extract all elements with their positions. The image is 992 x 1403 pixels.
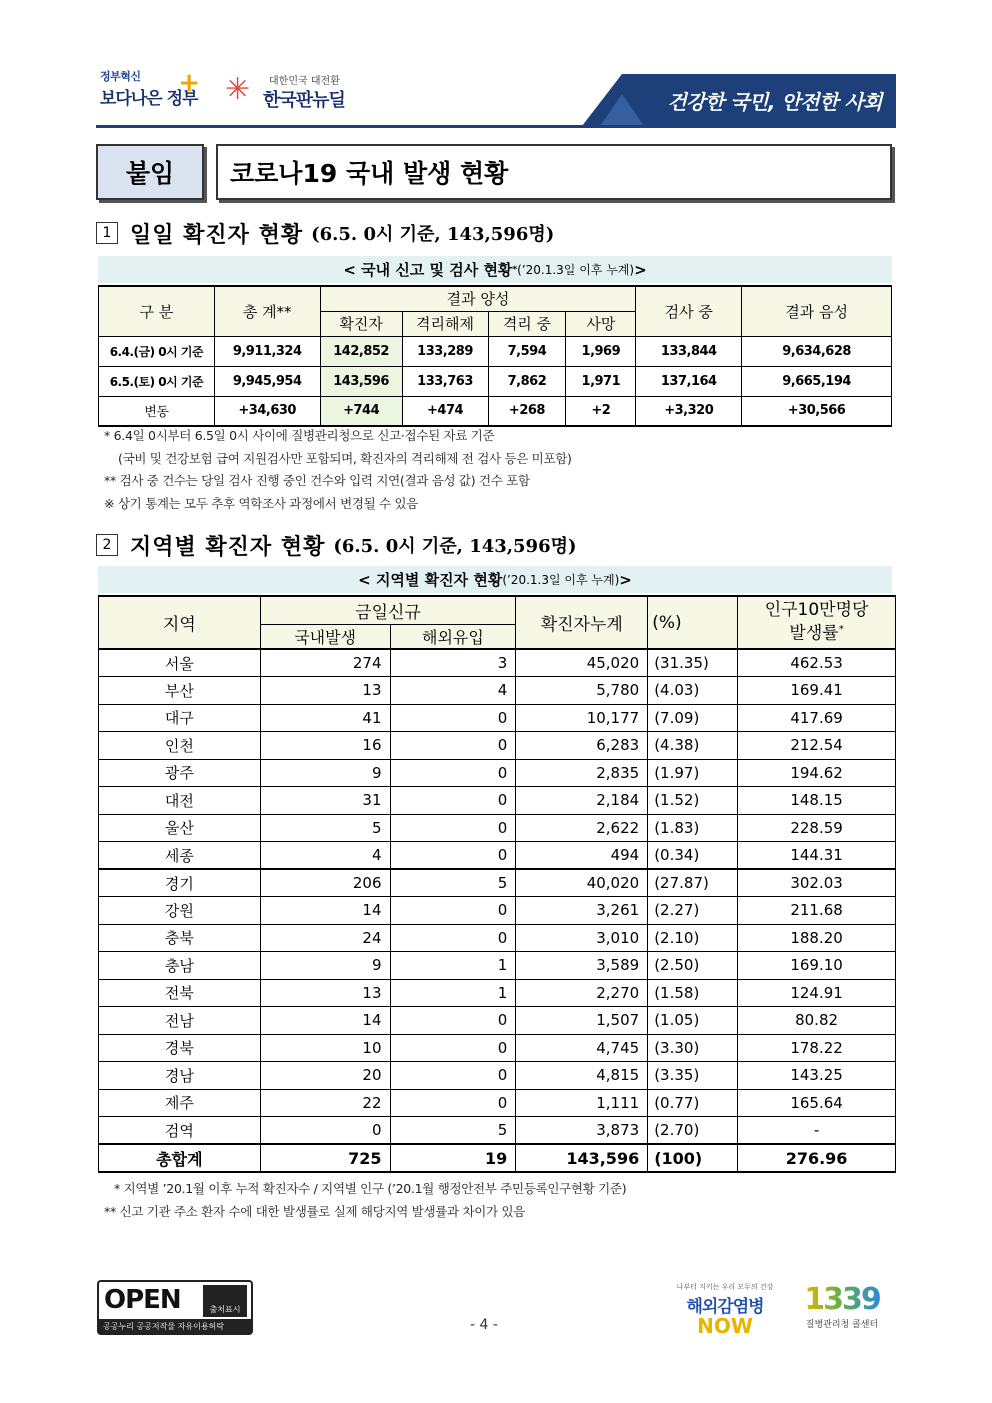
- percent-cell: (0.34): [648, 842, 738, 870]
- region-cell: 세종: [99, 842, 261, 870]
- imported-cell: 5: [390, 1117, 516, 1145]
- new-deal-mark-icon: ✳: [225, 72, 251, 107]
- header-released: 격리해제: [402, 311, 488, 336]
- header-testing: 검사 중: [636, 286, 742, 336]
- cumulative-cell: 5,780: [516, 677, 648, 705]
- plus-icon: +: [178, 68, 200, 98]
- rate-cell: 80.82: [738, 1007, 896, 1035]
- header-rate-line2: 발생률: [789, 623, 839, 644]
- daily-cases-table: [98, 285, 892, 427]
- note-line: ** 검사 중 건수는 당일 검사 진행 중인 건수와 입력 지연(결과 음성 값) 건수 포함: [104, 473, 530, 488]
- percent-cell: (2.27): [648, 897, 738, 925]
- cumulative-cell: 3,589: [516, 952, 648, 980]
- imported-cell: 0: [390, 842, 516, 870]
- table1-caption: [98, 256, 892, 283]
- table-row: [99, 787, 896, 815]
- table-row: [99, 759, 896, 787]
- region-cell: 대전: [99, 787, 261, 815]
- imported-cell: 0: [390, 704, 516, 732]
- domestic-cell: 9: [260, 759, 390, 787]
- percent-cell: (3.30): [648, 1034, 738, 1062]
- rate-cell: 228.59: [738, 814, 896, 842]
- region-cell: 울산: [99, 814, 261, 842]
- logo1-big-text: 보다나은 정부: [100, 89, 198, 109]
- header-rate-star: *: [838, 624, 844, 636]
- logo1-small-text: 정부혁신: [100, 70, 141, 83]
- table-row: [99, 979, 896, 1007]
- kogl-open-license-badge: [97, 1280, 253, 1335]
- table-row: [99, 1089, 896, 1117]
- percent-cell: (1.83): [648, 814, 738, 842]
- domestic-cell: 10: [260, 1034, 390, 1062]
- header-cumulative: 확진자누계: [516, 596, 648, 649]
- table-row: [99, 396, 892, 426]
- logo2-small-text: 대한민국 대전환: [269, 76, 340, 87]
- cell-confirmed: 143,596: [320, 366, 402, 396]
- header-new-today: 금일신규: [260, 596, 516, 624]
- table-row: [99, 732, 896, 760]
- imported-cell: 0: [390, 1062, 516, 1090]
- domestic-cell: 0: [260, 1117, 390, 1145]
- header-negative: 결과 음성: [742, 286, 892, 336]
- table2-caption-text: < 지역별 확진자 현황: [358, 571, 503, 589]
- percent-cell: (31.35): [648, 649, 738, 677]
- cumulative-cell: 6,283: [516, 732, 648, 760]
- percent-cell: (2.70): [648, 1117, 738, 1145]
- section2-title: 지역별 확진자 현황: [130, 534, 326, 560]
- imported-cell: 3: [390, 649, 516, 677]
- table2-caption: [98, 566, 892, 593]
- rate-cell: 165.64: [738, 1089, 896, 1117]
- government-innovation-logo: [100, 68, 200, 116]
- domestic-cell: 13: [260, 677, 390, 705]
- rate-cell: 169.10: [738, 952, 896, 980]
- domestic-cell: 4: [260, 842, 390, 870]
- header-imported: 해외유입: [390, 624, 516, 649]
- region-cell: 강원: [99, 897, 261, 925]
- percent-cell: (0.77): [648, 1089, 738, 1117]
- call-numbers: [790, 1282, 894, 1317]
- table1-caption-star: *: [512, 264, 518, 275]
- table-row: [99, 704, 896, 732]
- imported-cell: 1: [390, 952, 516, 980]
- domestic-cell: 13: [260, 979, 390, 1007]
- region-cell: 충남: [99, 952, 261, 980]
- cell-total: 9,911,324: [214, 336, 320, 366]
- total-cumulative: 143,596: [516, 1144, 648, 1172]
- rate-cell: 302.03: [738, 869, 896, 897]
- table2-notes: [104, 1178, 626, 1223]
- domestic-cell: 20: [260, 1062, 390, 1090]
- table-row: [99, 1007, 896, 1035]
- section1-heading: [96, 218, 554, 248]
- cumulative-cell: 40,020: [516, 869, 648, 897]
- cell-negative: +30,566: [742, 396, 892, 426]
- imported-cell: 0: [390, 732, 516, 760]
- cell-released: 133,763: [402, 366, 488, 396]
- region-cell: 제주: [99, 1089, 261, 1117]
- region-cell: 인천: [99, 732, 261, 760]
- call-number-text: 1339: [804, 1282, 880, 1317]
- table-row: [99, 649, 896, 677]
- now-title: 해외감염병: [686, 1297, 764, 1317]
- cumulative-cell: 3,010: [516, 924, 648, 952]
- license-label: 출처표시: [209, 1305, 241, 1314]
- imported-cell: 5: [390, 869, 516, 897]
- rate-cell: 143.25: [738, 1062, 896, 1090]
- table1-caption-end: >: [634, 260, 647, 279]
- region-cell: 서울: [99, 649, 261, 677]
- cumulative-cell: 2,835: [516, 759, 648, 787]
- imported-cell: 0: [390, 759, 516, 787]
- now-top-text: 나부터 지키는 우리 모두의 건강: [676, 1283, 774, 1291]
- percent-cell: (1.97): [648, 759, 738, 787]
- rate-cell: 188.20: [738, 924, 896, 952]
- section1-title: 일일 확진자 현황: [130, 222, 304, 248]
- call-caption: 질병관리청 콜센터: [805, 1320, 879, 1330]
- cumulative-cell: 4,815: [516, 1062, 648, 1090]
- rate-cell: 417.69: [738, 704, 896, 732]
- cumulative-cell: 2,622: [516, 814, 648, 842]
- region-cell: 부산: [99, 677, 261, 705]
- region-cell: 광주: [99, 759, 261, 787]
- region-cell: 경남: [99, 1062, 261, 1090]
- regional-cases-table: [98, 595, 896, 1173]
- page-number: - 4 -: [470, 1317, 498, 1333]
- overseas-infection-now-logo: [672, 1282, 778, 1338]
- table2-caption-end: >: [619, 570, 632, 589]
- table-row: [99, 1034, 896, 1062]
- domestic-cell: 31: [260, 787, 390, 815]
- percent-cell: (3.35): [648, 1062, 738, 1090]
- cell-confirmed: 142,852: [320, 336, 402, 366]
- domestic-cell: 22: [260, 1089, 390, 1117]
- row-label: 변동: [99, 396, 215, 426]
- domestic-cell: 16: [260, 732, 390, 760]
- table-row: [99, 924, 896, 952]
- region-cell: 전북: [99, 979, 261, 1007]
- region-cell: 검역: [99, 1117, 261, 1145]
- cell-released: 133,289: [402, 336, 488, 366]
- cell-isolating: +268: [488, 396, 566, 426]
- region-cell: 대구: [99, 704, 261, 732]
- note-line: ※ 상기 통계는 모두 추후 역학조사 과정에서 변경될 수 있음: [104, 495, 419, 511]
- attachment-tag: 붙임: [96, 144, 204, 200]
- domestic-cell: 206: [260, 869, 390, 897]
- percent-cell: (2.50): [648, 952, 738, 980]
- cell-isolating: 7,862: [488, 366, 566, 396]
- section2-number: 2: [96, 534, 118, 556]
- cell-testing: 137,164: [636, 366, 742, 396]
- section1-subtitle: (6.5. 0시 기준, 143,596명): [311, 224, 555, 245]
- cumulative-cell: 45,020: [516, 649, 648, 677]
- open-word: OPEN: [104, 1285, 181, 1315]
- imported-cell: 0: [390, 1089, 516, 1117]
- imported-cell: 4: [390, 677, 516, 705]
- cell-negative: 9,665,194: [742, 366, 892, 396]
- license-caption: 공공누리 공공저작물 자유이용허락: [99, 1319, 251, 1333]
- rate-cell: 148.15: [738, 787, 896, 815]
- logo2-big-text: 한국판뉴딜: [263, 90, 345, 111]
- header-total: 총 계**: [214, 286, 320, 336]
- percent-cell: (7.09): [648, 704, 738, 732]
- imported-cell: 0: [390, 1007, 516, 1035]
- header-rate: [738, 596, 896, 649]
- section2-heading: [96, 530, 577, 560]
- rate-cell: 144.31: [738, 842, 896, 870]
- cell-isolating: 7,594: [488, 336, 566, 366]
- cumulative-cell: 4,745: [516, 1034, 648, 1062]
- row-label: 6.4.(금) 0시 기준: [99, 336, 215, 366]
- percent-cell: (1.05): [648, 1007, 738, 1035]
- domestic-cell: 41: [260, 704, 390, 732]
- note-line: * 6.4일 0시부터 6.5일 0시 사이에 질병관리청으로 신고·접수된 자료 기준: [104, 428, 495, 443]
- imported-cell: 0: [390, 897, 516, 925]
- section2-subtitle: (6.5. 0시 기준, 143,596명): [333, 536, 577, 557]
- domestic-cell: 9: [260, 952, 390, 980]
- rate-cell: 211.68: [738, 897, 896, 925]
- cell-confirmed: +744: [320, 396, 402, 426]
- header-percent: (%): [648, 596, 738, 649]
- table-row: [99, 842, 896, 870]
- imported-cell: 1: [390, 979, 516, 1007]
- cell-negative: 9,634,628: [742, 336, 892, 366]
- korean-new-deal-logo: [225, 68, 365, 116]
- header-region: 지역: [99, 596, 261, 649]
- region-cell: 경북: [99, 1034, 261, 1062]
- table2-caption-note: (’20.1.3일 이후 누계): [502, 573, 620, 587]
- imported-cell: 0: [390, 1034, 516, 1062]
- now-word: NOW: [697, 1314, 753, 1338]
- rate-cell: 124.91: [738, 979, 896, 1007]
- percent-cell: (2.10): [648, 924, 738, 952]
- header-confirmed: 확진자: [320, 311, 402, 336]
- rate-cell: 462.53: [738, 649, 896, 677]
- domestic-cell: 14: [260, 1007, 390, 1035]
- domestic-cell: 24: [260, 924, 390, 952]
- percent-cell: (27.87): [648, 869, 738, 897]
- rate-cell: 212.54: [738, 732, 896, 760]
- rate-cell: -: [738, 1117, 896, 1145]
- header-deaths: 사망: [566, 311, 636, 336]
- total-row: [99, 1144, 896, 1172]
- cumulative-cell: 10,177: [516, 704, 648, 732]
- cell-deaths: +2: [566, 396, 636, 426]
- cell-total: +34,630: [214, 396, 320, 426]
- attribution-icon: [203, 1285, 247, 1317]
- cumulative-cell: 2,270: [516, 979, 648, 1007]
- rate-cell: 194.62: [738, 759, 896, 787]
- rate-cell: 169.41: [738, 677, 896, 705]
- header-category: 구 분: [99, 286, 215, 336]
- cell-total: 9,945,954: [214, 366, 320, 396]
- note-line: ** 신고 기관 주소 환자 수에 대한 발생률로 실제 해당지역 발생률과 차이가 있음: [104, 1203, 526, 1219]
- header-domestic: 국내발생: [260, 624, 390, 649]
- table-row: [99, 1117, 896, 1145]
- total-imported: 19: [390, 1144, 516, 1172]
- cell-deaths: 1,971: [566, 366, 636, 396]
- region-cell: 충북: [99, 924, 261, 952]
- call-center-1339-logo: [790, 1282, 894, 1338]
- cumulative-cell: 1,111: [516, 1089, 648, 1117]
- total-label: 총합계: [99, 1144, 261, 1172]
- region-cell: 전남: [99, 1007, 261, 1035]
- header-divider: [96, 125, 896, 128]
- cumulative-cell: 494: [516, 842, 648, 870]
- percent-cell: (4.38): [648, 732, 738, 760]
- domestic-cell: 14: [260, 897, 390, 925]
- cell-testing: +3,320: [636, 396, 742, 426]
- domestic-cell: 5: [260, 814, 390, 842]
- imported-cell: 0: [390, 814, 516, 842]
- cell-released: +474: [402, 396, 488, 426]
- table-row: [99, 366, 892, 396]
- percent-cell: (4.03): [648, 677, 738, 705]
- section1-number: 1: [96, 222, 118, 244]
- imported-cell: 0: [390, 787, 516, 815]
- slogan-banner: [582, 74, 896, 126]
- rate-cell: 178.22: [738, 1034, 896, 1062]
- table-row: [99, 814, 896, 842]
- table-row: [99, 336, 892, 366]
- total-rate: 276.96: [738, 1144, 896, 1172]
- header-rate-line1: 인구10만명당: [764, 600, 869, 621]
- table1-caption-note: (’20.1.3일 이후 누계): [517, 263, 635, 277]
- table-row: [99, 869, 896, 897]
- table1-notes: [104, 425, 572, 515]
- total-domestic: 725: [260, 1144, 390, 1172]
- note-line: (국비 및 건강보험 급여 지원검사만 포함되며, 확진자의 격리해제 전 검사 등은 미포함): [118, 450, 572, 466]
- table-row: [99, 677, 896, 705]
- table1-caption-text: < 국내 신고 및 검사 현황: [343, 261, 513, 279]
- domestic-cell: 274: [260, 649, 390, 677]
- header-isolating: 격리 중: [488, 311, 566, 336]
- cumulative-cell: 1,507: [516, 1007, 648, 1035]
- percent-cell: (1.52): [648, 787, 738, 815]
- table-row: [99, 1062, 896, 1090]
- table-row: [99, 897, 896, 925]
- total-percent: (100): [648, 1144, 738, 1172]
- note-line: * 지역별 ’20.1월 이후 누적 확진자수 / 지역별 인구 (’20.1월 행정안전부 주민등록인구현황 기준): [114, 1181, 627, 1196]
- cumulative-cell: 2,184: [516, 787, 648, 815]
- percent-cell: (1.58): [648, 979, 738, 1007]
- banner-text: 건강한 국민, 안전한 사회: [667, 90, 882, 114]
- cell-deaths: 1,969: [566, 336, 636, 366]
- table-row: [99, 952, 896, 980]
- region-cell: 경기: [99, 869, 261, 897]
- cumulative-cell: 3,261: [516, 897, 648, 925]
- page-title: 코로나19 국내 발생 현황: [216, 144, 892, 200]
- cell-testing: 133,844: [636, 336, 742, 366]
- row-label: 6.5.(토) 0시 기준: [99, 366, 215, 396]
- cumulative-cell: 3,873: [516, 1117, 648, 1145]
- imported-cell: 0: [390, 924, 516, 952]
- header-positive: 결과 양성: [320, 286, 636, 311]
